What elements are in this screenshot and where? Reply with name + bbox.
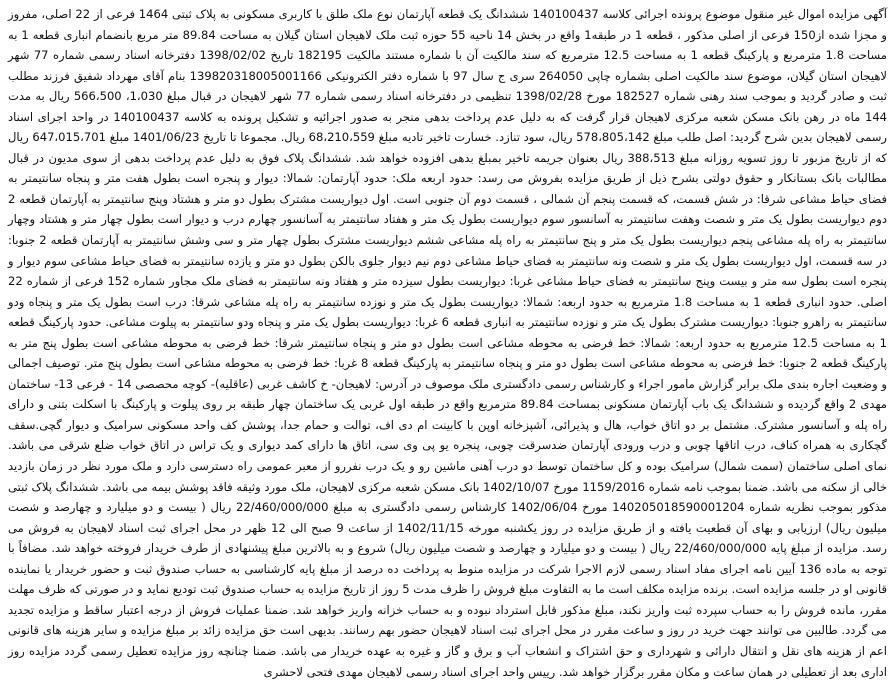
notice-body-text: آگهی مزایده اموال غیر منقول موضوع پرونده اجرائی کلاسه 140100437 ششدانگ یک قطعه آپارتمان نوع ملک طلق با کاربری مسکونی به پلاک ثبتی 1464 فرعی از 22 اصلی، مفروز و مجزا شده از150 فرعی از اصلی مذکور ، قطعه 1 در طبقه1 واقع در بخش 14 ناحیه 55 حوزه ثبت ملک لاهیجان استان گیلان به مساحت 89.84 متر مربع بانضمام انباری قطعه 1 به مساحت 1.8 مترمربع و پارکینگ قطعه 1 به مساحت 12.5 مترمربع که سند مالکیت آن با شماره مستند مالکیت 182195 تاریخ 1398/02/02 دفترخانه اسناد رسمی شماره 77 شهر لاهیجان استان گیلان، موضوع سند مالکیت اصلی بشماره چاپی 264050 سری ج سال 97 با شماره دفتر الکترونیکی 139820318005001166 بنام آقای مهرداد شفیق فرزند مطلب ثبت و صادر گردید و بموجب سند رهنی شماره 182527 مورخ 1398/02/28 تنظیمی در دفترخانه اسناد رسمی شماره 77 شهر لاهیجان در قبال مبلغ 1،030، 566،500 ریال به مدت 144 ماه در رهن بانک مسکن شعبه مرکزی لاهیجان قرار گرفت که به دلیل عدم پرداخت بدهی منجر به صدور اجرائیه و تشکیل پرونده به کلاسه 140100437 در واحد اجرای اسناد رسمی لاهیجان بدین شرح گردید: اصل طلب مبلغ 578،805،142 ریال، سود تنازد. خسارت تاخیر تادیه مبلغ 68،210،559 ریال. مجموعا تا تاریخ 1401/06/23 مبلغ 647،015،701 ریال که از تاریخ مزبور تا روز تسویه روزانه مبلغ 388،513 ریال بعنوان جریمه تاخیر بمبلغ بدهی افزوده خواهد شد. ششدانگ پلاک فوق به دلیل عدم پرداخت بدهی از سوی مدیون در قبال مطالبات بانک بستانکار و حقوق دولتی بشرح ذیل از طریق مزایده بفروش می رسد: حدود اربعه ملک: حدود آپارتمان: شمالا: دیوار و پنجره است بطول هفت متر و پنجاه سانتیمتر به فضای حیاط مشاعی شرقا: در شش قسمت، که قسمت پنجم آن شمالی ، قسمت دوم آن جنوبی است. اول دیواریست مشترک بطول دو متر و هشتاد وپنج سانتیمتر به آپارتمان قطعه 2 دوم دیواریست بطول یک متر و شصت وهفت سانتیمتر به آسانسور سوم دیواریست بطول یک متر و هفتاد سانتیمتر به آسانسور چهارم درب و دیوار است بطول چهار متر و هشتاد وچهار سانتیمتر به راه پله مشاعی پنجم دیواریست بطول یک متر و پنج سانتیمتر به راه پله مشاعی ششم دیواریست مشترک بطول چهار متر و سی وشش سانتیمتر به آپارتمان قطعه 2 جنوبا: در سه قسمت، اول دیواریست بطول یک متر و شصت ونه سانتیمتر به فضای حیاط مشاعی دوم نیم دیوار جلوی بالکن بطول دو متر و یازده سانتیمتر به فضای حیاط مشاعی سوم دیوار و پنجره است بطول سه متر و بیست وپنج سانتیمتر به فضای حیاط مشاعی غربا: دیواریست بطول سیزده متر و هفتاد ونه سانتیمتر به فضای ملک مجاور شماره 152 فرعی از شماره 22 اصلی. حدود انباری قطعه 1 به مساحت 1.8 مترمربع به حدود اربعه: شمالا: دیواریست بطول یک متر و نوزده سانتیمتر به راه پله مشاعی شرقا: درب است بطول یک متر و پنجاه ودو سانتیمتر به راهرو جنوبا: دیواریست مشترک بطول یک متر و نوزده سانتیمتر به انباری قطعه 6 غربا: دیواریست بطول یک متر و پنجاه ودو سانتیمتر به پیلوت مشاعی. حدود پارکینگ قطعه 1 به مساحت 12.5 مترمربع به حدود اربعه: شمالا: خط فرضی به محوطه مشاعی است بطول دو متر و پنجاه سانتیمتر شرقا: خط فرضی به محوطه مشاعی است بطول پنج متر به پارکینگ قطعه 2 جنوبا: خط فرضی به محوطه مشاعی است بطول دو متر و پنجاه سانتیمتر به پارکینگ قطعه 8 غربا: خط فرضی به محوطه مشاعی است بطول پنج متر. توصیف اجمالی و وضعیت اجاره بندی ملک برابر گزارش مامور اجراء و کارشناس رسمی دادگستری ملک موصوف در آدرس: لاهیجان- خ کاشف غربی (عاقلیه)- کوچه محصصی 14 - فرعی 13- ساختمان مهدی 2 واقع گردیده و ششدانگ یک باب آپارتمان مسکونی بمساحت 89.84 مترمربع واقع در طبقه اول غربی یک ساختمان چهار طبقه بر روی پیلوت و پارکینگ با اسکلت بتنی و دارای راه پله و آسانسور مشترک. مشتمل بر دو اتاق خواب، هال و پذیرائی، آشپزخانه اوپن با کابینت ام دی اف، توالت و حمام جدا، پوشش کف واحد مسکونی سرامیک و دیوار گچی.سقف گچکاری به همراه کناف، درب اتاقها چوبی و درب ورودی آپارتمان ضدسرقت چوبی، پنجره یو پی وی سی، اتاق ها دارای کمد دیواری و یک تراس در اتاق خواب ضلع شرقی می باشد. نمای اصلی ساختمان (سمت شمال) سرامیک بوده و کل ساختمان توسط دو درب آهنی ماشین رو و یک درب نفررو از معبر عمومی راه دسترسی دارد و ملک مورد نظر در زمان بازدید خالی از سکنه می باشد. ضمنا بموجب نامه شماره 1159/2016 مورخ 1402/10/07 بانک مسکن شعبه مرکزی لاهیجان، ملک مورد وثیقه فاقد پوشش بیمه می باشد. ششدانگ پلاک ثبتی مذکور بموجب نظریه شماره 140205018590001204 مورخ 1402/06/04 کارشناس رسمی دادگستری به مبلغ 22/460/000/000 ریال ( بیست و دو میلیارد و چهارصد و شصت میلیون ریال) ارزیابی و بهای آن قطعیت یافته و از طریق مزایده در روز یکشنبه مورخه 1402/11/15 از ساعت 9 صبح الی 12 ظهر در محل اجرای ثبت اسناد لاهیجان به فروش می رسد. مزایده از مبلغ پایه 22/460/000/000 ریال ( بیست و دو میلیارد و چهارصد و شصت میلیون ریال) شروع و به بالاترین مبلغ پیشنهادی از طرف خریدار فروخته خواهد شد. مضافاً با توجه به ماده 136 آیین نامه اجرای مفاد اسناد رسمی لازم الاجرا شرکت در مزایده منوط به پرداخت ده درصد از مبلغ پایه کارشناسی به حساب صندوق ثبت و حضور خریدار یا نماینده قانونی او در جلسه مزایده است. برنده مزایده مکلف است ما به التفاوت مبلغ فروش را ظرف مدت 5 روز از تاریخ مزایده به حساب صندوق ثبت تودیع نماید و در صورتی که ظرف مهلت مقرر، مانده فروش را به حساب سپرده ثبت واریز نکند، مبلغ مذکور قابل استرداد نبوده و به حساب خزانه واریز خواهد شد. ضمنا عملیات فروش از درجه اعتبار ساقط و مزایده تجدید می گردد. طالبین می توانند جهت خرید در روز و ساعت مقرر در محل اجرای ثبت اسناد لاهیجان حضور بهم رسانند. بدیهی است حق مزایده زائد بر مبلغ مزایده و سایر هزینه های قانونی اعم از هزینه های نقل و انتقال دارائی و شهرداری و حق اشتراک و انشعاب آب و برق و گاز و غیره به عهده خریدار می باشد. ضمنا چنانچه روز مزایده تعطیل رسمی گردد مزایده روز اداری بعد از تعطیلی در همان ساعت و مکان مقرر برگزار خواهد شد. رییس واحد اجرای اسناد رسمی لاهیجان مهدی فتحی لاحشری bbox=[8, 7, 888, 679]
